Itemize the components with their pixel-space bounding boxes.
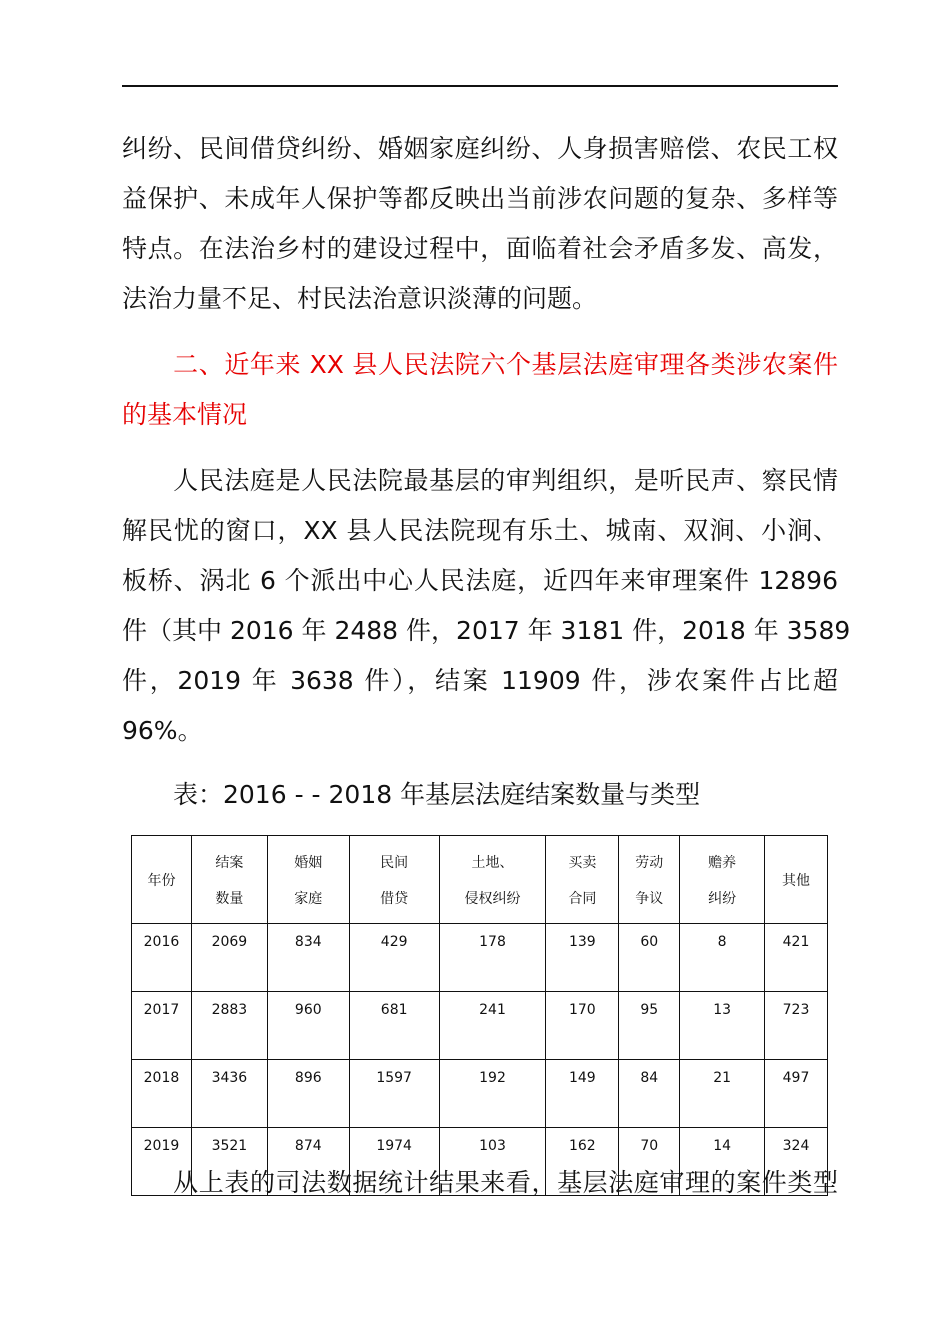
table-cell: 2019: [132, 1128, 192, 1196]
table-cell: 3436: [191, 1060, 267, 1128]
header-rule: [122, 85, 838, 87]
table-header-row: [132, 836, 828, 924]
text-line: 板桥、涡北 6 个派出中心人民法庭，近四年来审理案件 12896: [122, 566, 838, 595]
table-cell: 874: [267, 1128, 349, 1196]
heading-line: 二、近年来 XX 县人民法院六个基层法庭审理各类涉农案件: [122, 350, 838, 379]
table-cell: 162: [546, 1128, 619, 1196]
table-cell: 60: [619, 924, 680, 992]
cases-table: [131, 835, 828, 1196]
header-label: 年份: [147, 872, 176, 889]
text-line: 法治力量不足、村民法治意识淡薄的问题。: [122, 284, 598, 313]
text-line: 特点。在法治乡村的建设过程中，面临着社会矛盾多发、高发，: [122, 234, 838, 263]
header-label: 家庭: [294, 890, 323, 907]
header-label: 其他: [782, 872, 811, 889]
table-cell: 103: [439, 1128, 546, 1196]
text-line: 96%。: [122, 716, 203, 745]
header-label: 侵权纠纷: [464, 890, 521, 907]
header-label: 民间: [380, 854, 409, 871]
table-cell: 1597: [349, 1060, 439, 1128]
paragraph-court-overview: [122, 456, 851, 756]
header-label: 争议: [635, 890, 664, 907]
table-cell: 681: [349, 992, 439, 1060]
table-cell: 192: [439, 1060, 546, 1128]
table-cell: 2016: [132, 924, 192, 992]
table-cell: 95: [619, 992, 680, 1060]
text-line: 从上表的司法数据统计结果来看，基层法庭审理的案件类型: [122, 1168, 838, 1197]
header-cell-support: [680, 836, 765, 924]
header-label: 借贷: [380, 890, 409, 907]
table-cell: 70: [619, 1128, 680, 1196]
table-cell: 21: [680, 1060, 765, 1128]
table-row: [132, 924, 828, 992]
table-cell: 149: [546, 1060, 619, 1128]
table-cell: 324: [765, 1128, 828, 1196]
heading-line: 的基本情况: [122, 400, 248, 429]
paragraph-analysis: [122, 1158, 838, 1208]
header-cell-contract: [546, 836, 619, 924]
text-line: 解民忧的窗口，XX 县人民法院现有乐土、城南、双涧、小涧、: [122, 516, 838, 545]
header-label: 劳动: [635, 854, 664, 871]
table-cell: 497: [765, 1060, 828, 1128]
header-label: 土地、: [471, 854, 514, 871]
table-cell: 1974: [349, 1128, 439, 1196]
table-cell: 2018: [132, 1060, 192, 1128]
header-label: 合同: [568, 890, 597, 907]
table-cell: 2883: [191, 992, 267, 1060]
text-line: 益保护、未成年人保护等都反映出当前涉农问题的复杂、多样等: [122, 184, 838, 213]
table-cell: 8: [680, 924, 765, 992]
header-label: 赡养: [708, 854, 737, 871]
table-cell: 170: [546, 992, 619, 1060]
header-label: 数量: [215, 890, 244, 907]
table-cell: 421: [765, 924, 828, 992]
header-cell-labor: [619, 836, 680, 924]
header-cell-marriage: [267, 836, 349, 924]
header-cell-closed: [191, 836, 267, 924]
table-caption: 表：2016 - - 2018 年基层法庭结案数量与类型: [173, 780, 701, 809]
table-row: [132, 992, 828, 1060]
table-cell: 139: [546, 924, 619, 992]
table-cell: 834: [267, 924, 349, 992]
paragraph-intro-continued: [122, 124, 838, 324]
table-cell: 13: [680, 992, 765, 1060]
table-cell: 3521: [191, 1128, 267, 1196]
table-row: [132, 1060, 828, 1128]
header-label: 婚姻: [294, 854, 323, 871]
header-label: 买卖: [568, 854, 597, 871]
header-cell-other: [765, 836, 828, 924]
text-line: 件，2019 年 3638 件），结案 11909 件，涉农案件占比超: [122, 666, 838, 695]
table-cell: 14: [680, 1128, 765, 1196]
header-label: 结案: [215, 854, 244, 871]
header-label: 纠纷: [708, 890, 737, 907]
text-line: 纠纷、民间借贷纠纷、婚姻家庭纠纷、人身损害赔偿、农民工权: [122, 134, 838, 163]
table-cell: 84: [619, 1060, 680, 1128]
header-cell-year: [132, 836, 192, 924]
table-cell: 896: [267, 1060, 349, 1128]
table-cell: 960: [267, 992, 349, 1060]
table-cell: 723: [765, 992, 828, 1060]
text-line: 件（其中 2016 年 2488 件，2017 年 3181 件，2018 年 3589: [122, 616, 851, 645]
table-cell: 2069: [191, 924, 267, 992]
table-cell: 241: [439, 992, 546, 1060]
table-cell: 429: [349, 924, 439, 992]
section-heading: [122, 340, 838, 440]
text-line: 人民法庭是人民法院最基层的审判组织，是听民声、察民情: [122, 466, 838, 495]
table-cell: 2017: [132, 992, 192, 1060]
header-cell-loans: [349, 836, 439, 924]
header-cell-land: [439, 836, 546, 924]
table-cell: 178: [439, 924, 546, 992]
